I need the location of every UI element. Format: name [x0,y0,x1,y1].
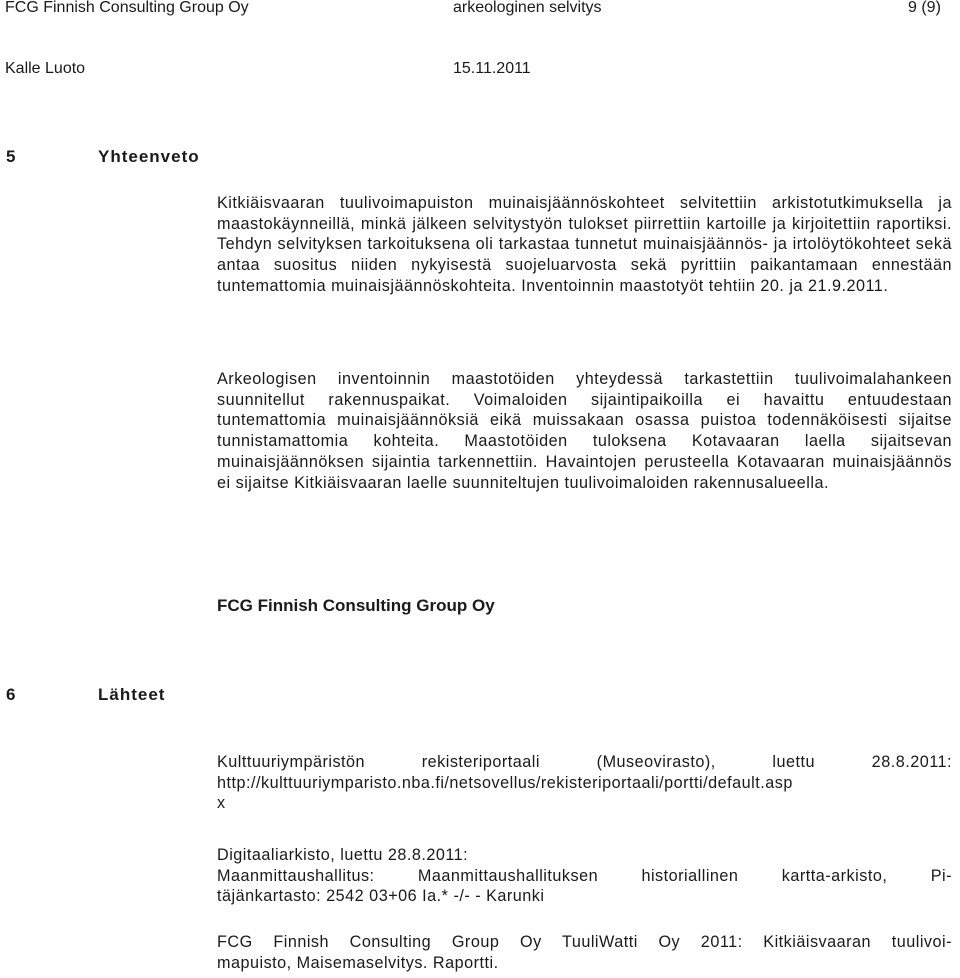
reference-line: täjänkartasto: 2542 03+06 Ia.* -/- - Karunki [217,887,545,906]
reference-line: Digitaaliarkisto, luettu 28.8.2011: [217,846,469,864]
header-author: Kalle Luoto [5,60,86,77]
section-number: 6 [6,685,17,704]
header-company: FCG Finnish Consulting Group Oy [5,0,249,16]
header-date: 15.11.2011 [453,60,531,77]
reference-line: Kulttuuriympäristön rekisteriportaali (Museovirasto), luettu 28.8.2011: [217,753,952,771]
header-doc-title: arkeologinen selvitys [453,0,602,16]
section-title: Yhteenveto [98,147,200,166]
signature-company: FCG Finnish Consulting Group Oy [217,596,495,615]
section-heading-sources [6,685,165,705]
reference-line: FCG Finnish Consulting Group Oy TuuliWatti Oy 2011: Kitkiäisvaaran tuulivoi- [217,933,952,951]
reference-url: http://kulttuuriymparisto.nba.fi/netsovellus/rekisteriportaali/portti/default.asp [217,773,793,792]
summary-paragraph-1: Kitkiäisvaaran tuulivoimapuiston muinaisjäännöskohteet selvitettiin arkistotutkimuksella ja maastokäynneillä, minkä jälkeen selvitystyön tulokset piirrettiin kartoille ja kirjoitettiin raportiksi. Tehdyn selvityksen tarkoituksena oli tarkastaa tunnetut muinaisjäännös- ja irtolöytökohteet sekä antaa suositus niiden nykyisestä suojeluarvosta sekä pyrittiin paikantamaan ennestään tuntemattomia muinaisjäännöskohteita. Inventoinnin maastotyöt tehtiin 20. ja 21.9.2011. [217,194,952,295]
header-page-number: 9 (9) [908,0,941,16]
section-heading-summary [6,147,200,167]
reference-line: x [217,794,226,813]
reference-item [217,752,952,814]
reference-item [217,932,952,973]
section-title: Lähteet [98,685,166,704]
section-number: 5 [6,147,17,166]
reference-line: mapuisto, Maisemaselvitys. Raportti. [217,953,499,972]
reference-item [217,845,952,907]
reference-line: Maanmittaushallitus: Maanmittaushallituksen historiallinen kartta-arkisto, Pi- [217,866,952,885]
summary-paragraph-2: Arkeologisen inventoinnin maastotöiden yhteydessä tarkastettiin tuulivoimalahankeen suunnitellut rakennuspaikat. Voimaloiden sijaintipaikoilla ei havaittu entuudestaan tuntemattomia muinaisjäännöksiä eikä muissakaan osassa puistoa todennäköisesti sijaitse tunnistamattomia kohteita. Maastotöiden tuloksena Kotavaaran laella sijaitsevan muinaisjäännöksen sijaintia tarkennettiin. Havaintojen perusteella Kotavaaran muinaisjäännös ei sijaitse Kitkiäisvaaran laelle suunniteltujen tuulivoimaloiden rakennusalueella. [217,370,952,492]
